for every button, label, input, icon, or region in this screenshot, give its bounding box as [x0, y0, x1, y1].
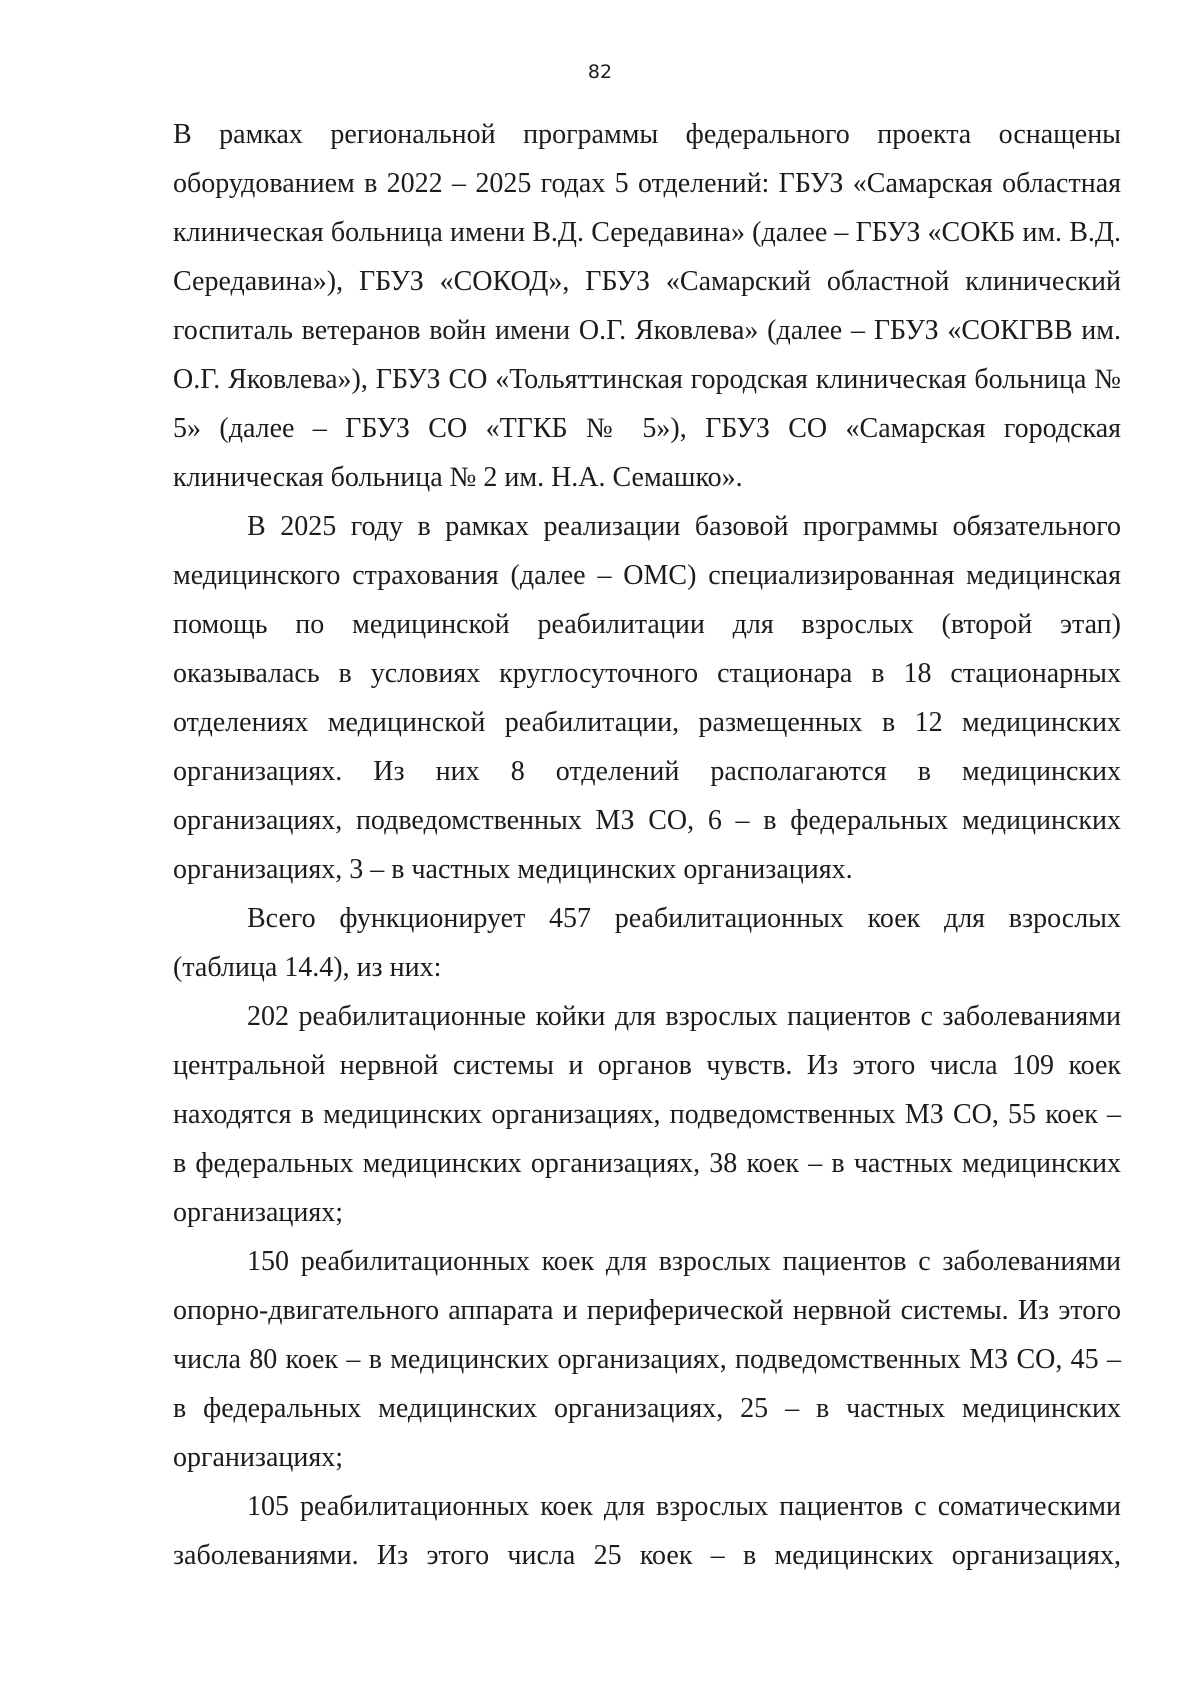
page-number: 82 — [587, 61, 613, 83]
paragraph-musculoskeletal-beds: 150 реабилитационных коек для взрослых пациентов с заболеваниями опорно-двигательного аппарата и периферической нервной системы. Из этого числа 80 коек – в медицинских организациях, подведомственных МЗ СО, 45 – в федеральных медицинских организациях, 25 – в частных медицинских организациях; — [173, 1246, 1121, 1473]
paragraph-cns-beds: 202 реабилитационные койки для взрослых пациентов с заболеваниями центральной нервной системы и органов чувств. Из этого числа 109 коек находятся в медицинских организациях, подведомственных МЗ СО, 55 коек – в федеральных медицинских организациях, 38 коек – в частных медицинских организациях; — [173, 1001, 1121, 1228]
paragraph-somatic-beds: 105 реабилитационных коек для взрослых пациентов с соматическими заболеваниями. Из этого числа 25 коек – в медицинских организациях, — [173, 1491, 1121, 1571]
body-text — [173, 110, 1121, 1580]
paragraph-oms-rehabilitation: В 2025 году в рамках реализации базовой программы обязательного медицинского страхования (далее – ОМС) специализированная медицинская помощь по медицинской реабилитации для взрослых (второй этап) оказывалась в условиях круглосуточного стационара в 18 стационарных отделениях медицинской реабилитации, размещенных в 12 медицинских организациях. Из них 8 отделений располагаются в медицинских организациях, подведомственных МЗ СО, 6 – в федеральных медицинских организациях, 3 – в частных медицинских организациях. — [173, 511, 1121, 885]
paragraph-equipment-program: В рамках региональной программы федерального проекта оснащены оборудованием в 2022 – 2025 годах 5 отделений: ГБУЗ «Самарская областная клиническая больница имени В.Д. Середавина» (далее – ГБУЗ «СОКБ им. В.Д. Середавина»), ГБУЗ «СОКОД», ГБУЗ «Самарский областной клинический госпиталь ветеранов войн имени О.Г. Яковлева» (далее – ГБУЗ «СОКГВВ им. О.Г. Яковлева»), ГБУЗ СО «Тольяттинская городская клиническая больница № 5» (далее – ГБУЗ СО «ТГКБ № 5»), ГБУЗ СО «Самарская городская клиническая больница № 2 им. Н.А. Семашко». — [173, 119, 1121, 493]
paragraph-total-beds: Всего функционирует 457 реабилитационных коек для взрослых (таблица 14.4), из них: — [173, 903, 1121, 983]
